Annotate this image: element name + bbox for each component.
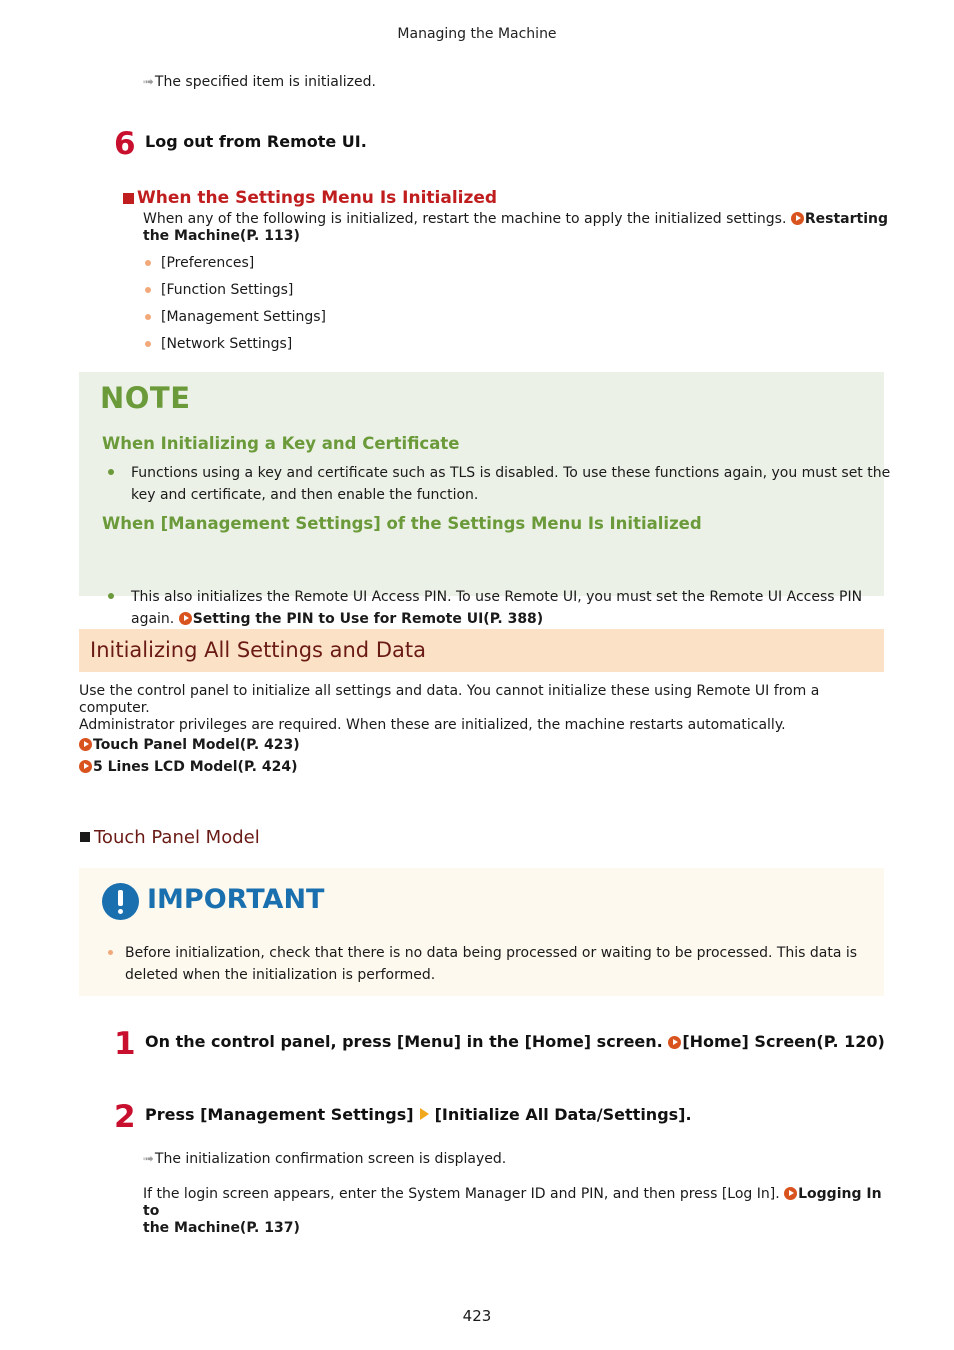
settings-menu-heading: When the Settings Menu Is Initialized: [123, 188, 497, 208]
note-subheading-management: When [Management Settings] of the Settings Menu Is Initialized: [102, 514, 702, 533]
touch-panel-link[interactable]: Touch Panel Model(P. 423): [93, 737, 300, 753]
section-link-row: [79, 759, 297, 776]
list-item: [Function Settings]: [143, 282, 326, 309]
result-arrow-icon: ➟: [143, 75, 153, 90]
set-pin-link[interactable]: Setting the PIN to Use for Remote UI(P. 388): [192, 610, 544, 627]
bullet-dot-icon: [145, 287, 151, 293]
step-number: 6: [114, 126, 136, 162]
login-link[interactable]: Logging In to: [143, 1186, 882, 1219]
lcd-model-link[interactable]: 5 Lines LCD Model(P. 424): [93, 759, 298, 775]
settings-menu-body: When any of the following is initialized, restart the machine to apply the initialized settings. Restarting the Machine(P. 113): [143, 211, 888, 244]
link-arrow-icon: [784, 1187, 797, 1200]
section-title: Initializing All Settings and Data: [90, 638, 426, 662]
section-link-row: [79, 737, 300, 754]
step-text: Log out from Remote UI.: [145, 132, 367, 151]
link-arrow-icon: [79, 738, 92, 751]
important-box: [79, 868, 884, 996]
note-title: NOTE: [100, 381, 191, 415]
link-arrow-icon: [791, 212, 804, 225]
step-number: 2: [114, 1099, 136, 1135]
step-note: If the login screen appears, enter the System Manager ID and PIN, and then press [Log In]. Logging In to the Machine(P. 137): [143, 1186, 888, 1237]
note-subheading-key: When Initializing a Key and Certificate: [102, 434, 460, 453]
note-box: [79, 372, 891, 627]
section-body: Use the control panel to initialize all settings and data. You cannot initialize these using Remote UI from a computer. Administrator privileges are required. When these are initialized, the machine restarts automatically.: [79, 683, 820, 733]
link-arrow-icon: [179, 612, 192, 625]
square-bullet-icon: [80, 832, 90, 842]
square-bullet-icon: [123, 193, 134, 204]
bullet-dot-icon: [145, 260, 151, 266]
bullet-dot-icon: [108, 469, 114, 475]
home-screen-link[interactable]: [Home] Screen(P. 120): [682, 1032, 885, 1051]
touch-panel-heading: Touch Panel Model: [80, 827, 260, 848]
important-bullet: Before initialization, check that there is no data being processed or waiting to be processed. This data is deleted when the initialization is performed.: [102, 943, 895, 986]
step-result: ➟ The specified item is initialized.: [143, 74, 376, 90]
bullet-dot-icon: [108, 593, 114, 599]
link-arrow-icon: [79, 760, 92, 773]
bullet-dot-icon: [145, 314, 151, 320]
bullet-dot-icon: [145, 341, 151, 347]
list-item: [Management Settings]: [143, 309, 326, 336]
page-header: Managing the Machine: [397, 26, 557, 42]
result-arrow-icon: ➟: [143, 1152, 153, 1167]
login-link-continued[interactable]: the Machine(P. 137): [143, 1220, 300, 1236]
settings-list: [143, 255, 326, 363]
step-text: On the control panel, press [Menu] in the [Home] screen. [Home] Screen(P. 120): [145, 1032, 885, 1051]
list-item: [Network Settings]: [143, 336, 326, 363]
important-title: IMPORTANT: [147, 884, 325, 915]
step-result: ➟ The initialization confirmation screen is displayed.: [143, 1151, 507, 1167]
step-number: 1: [114, 1026, 136, 1062]
menu-arrow-icon: [420, 1108, 429, 1120]
note-bullet: This also initializes the Remote UI Access PIN. To use Remote UI, you must set the Remote UI Access PIN again. Setting the PIN to Use for Remote UI(P. 388): [108, 587, 891, 630]
page-number: 423: [462, 1307, 492, 1325]
bullet-dot-icon: [108, 950, 113, 955]
note-bullet: Functions using a key and certificate such as TLS is disabled. To use these functions again, you must set the key and certificate, and then enable the function.: [108, 463, 891, 506]
exclamation-icon: [102, 883, 139, 920]
section-heading-bar: [79, 629, 884, 672]
step-text: Press [Management Settings] [Initialize All Data/Settings].: [145, 1105, 692, 1124]
restart-machine-link[interactable]: Restarting the Machine(P. 113): [143, 211, 888, 244]
link-arrow-icon: [668, 1036, 681, 1049]
list-item: [Preferences]: [143, 255, 326, 282]
